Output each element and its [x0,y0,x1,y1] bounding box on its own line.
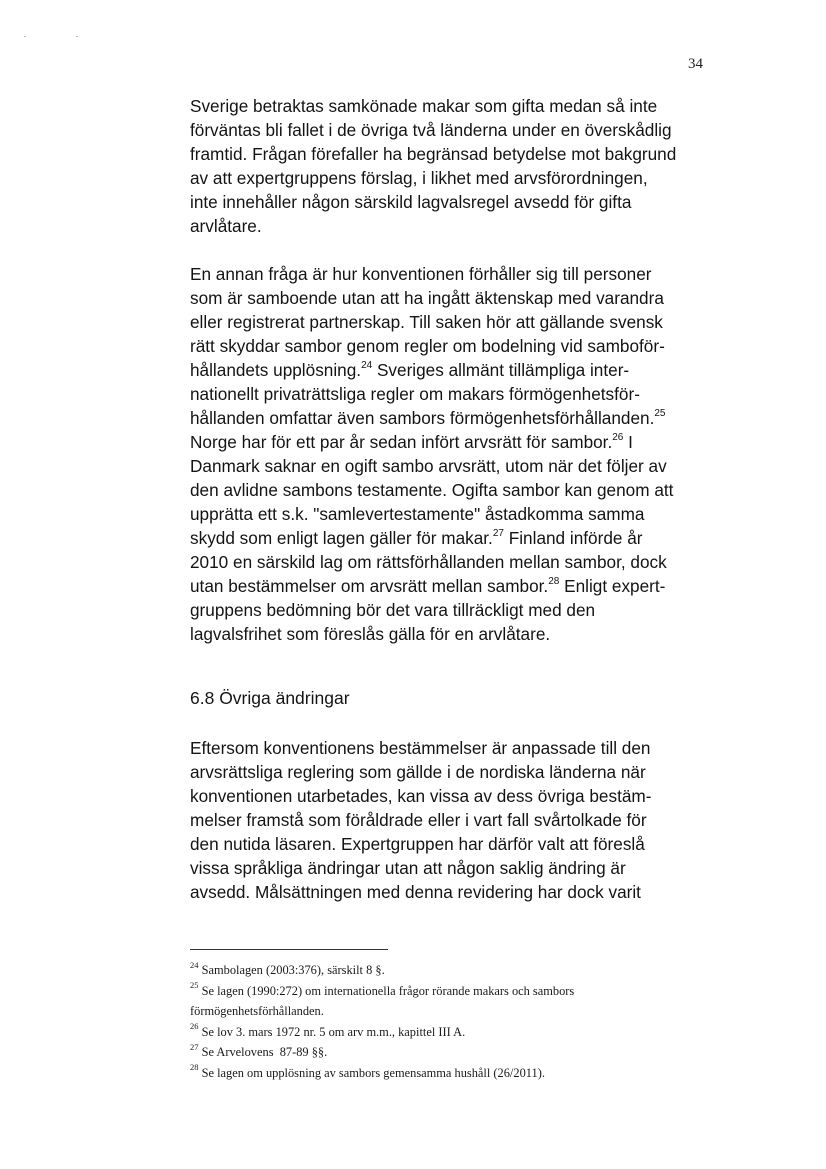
page-number: 34 [688,56,703,72]
text-line: framtid. Frågan förefaller ha begränsad betydelse mot bakgrund [190,144,677,164]
footnote-text: Se lagen (1990:272) om internationella frågor rörande makars och sambors [198,983,575,998]
text-line: nationellt privaträttsliga regler om makars förmögenhetsför- [190,384,640,404]
text-line: 2010 en särskild lag om rättsförhållanden mellan sambor, dock [190,552,667,572]
text-line: arvsrättsliga reglering som gällde i de nordiska länderna när [190,762,646,782]
text-line: avsedd. Målsättningen med denna revidering har dock varit [190,882,641,902]
text-line: förväntas bli fallet i de övriga två länderna under en överskådlig [190,120,672,140]
text-line: vissa språkliga ändringar utan att någon saklig ändring är [190,858,626,878]
scan-speck [24,36,26,37]
text-line: inte innehåller någon särskild lagvalsregel avsedd för gifta [190,192,632,212]
text-line: den avlidne sambons testamente. Ogifta sambor kan genom att [190,480,674,500]
text-line: den nutida läsaren. Expertgruppen har därför valt att föreslå [190,834,645,854]
text-line: eller registrerat partnerskap. Till saken hör att gällande svensk [190,312,663,332]
text-line [190,406,718,430]
text-line: melser framstå som föråldrade eller i vart fall svårtolkade för [190,810,647,830]
text-line: konventionen utarbetades, kan vissa av dess övriga bestäm- [190,786,652,806]
footnote-number: 27 [190,1041,199,1052]
footnote-ref-27[interactable]: 27 [492,528,504,540]
text-segment: hållandets upplösning. [190,360,362,380]
footnote-number: 28 [190,1062,199,1073]
footnote-25-continued [190,1001,710,1022]
text-segment: Norge har för ett par år sedan infört arvsrätt för sambor. [190,432,613,452]
text-line: arvlåtare. [190,216,262,236]
footnote-ref-28[interactable]: 28 [548,576,560,588]
text-line: Eftersom konventionens bestämmelser är anpassade till den [190,738,651,758]
section-heading: 6.8 Övriga ändringar [190,688,350,708]
footnote-25 [190,981,710,1002]
text-segment: I [623,432,633,452]
text-line: Sverige betraktas samkönade makar som gifta medan så inte [190,96,658,116]
footnote-text: Se lov 3. mars 1972 nr. 5 om arv m.m., kapittel III A. [198,1024,466,1039]
text-segment: Sveriges allmänt tillämpliga inter- [372,360,630,380]
text-segment: skydd som enligt lagen gäller för makar. [190,528,493,548]
text-line: rätt skyddar sambor genom regler om bodelning vid samboför- [190,336,665,356]
footnote-24 [190,960,710,981]
text-line [190,430,718,454]
text-segment: Finland införde år [503,528,643,548]
footnote-27 [190,1042,710,1063]
paragraph-3 [190,736,718,904]
text-line: av att expertgruppens förslag, i likhet med arvsförordningen, [190,168,648,188]
text-line: som är samboende utan att ha ingått äktenskap med varandra [190,288,664,308]
paragraph-2 [190,262,718,646]
footnote-ref-26[interactable]: 26 [612,432,624,444]
text-line: gruppens bedömning bör det vara tillräckligt med den [190,600,596,620]
text-line [190,526,718,550]
text-line: Danmark saknar en ogift sambo arvsrätt, utom när det följer av [190,456,667,476]
footnotes [190,960,710,1083]
text-segment: hållanden omfattar även sambors förmögenhetsförhållanden. [190,408,655,428]
footnote-text: förmögenhetsförhållanden. [190,1004,324,1018]
footnote-26 [190,1022,710,1043]
paragraph-1 [190,94,718,238]
text-line [190,574,718,598]
text-segment: utan bestämmelser om arvsrätt mellan sambor. [190,576,549,596]
footnote-number: 25 [190,980,199,991]
footnote-ref-25[interactable]: 25 [654,408,666,420]
text-segment: Enligt expert- [559,576,666,596]
footnote-separator [190,949,388,950]
footnote-text: Se Arvelovens 87-89 §§. [198,1045,328,1059]
scan-speck [76,36,78,37]
text-line: upprätta ett s.k. "samlevertestamente" åstadkomma samma [190,504,645,524]
footnote-28 [190,1063,710,1084]
footnote-number: 24 [190,959,199,970]
footnote-number: 26 [190,1021,199,1032]
footnote-text: Sambolagen (2003:376), särskilt 8 §. [198,963,385,977]
text-line [190,358,718,382]
text-line: En annan fråga är hur konventionen förhåller sig till personer [190,264,652,284]
text-line: lagvalsfrihet som föreslås gälla för en arvlåtare. [190,624,551,644]
footnote-ref-24[interactable]: 24 [361,360,373,372]
footnote-text: Se lagen om upplösning av sambors gemensamma hushåll (26/2011). [198,1065,545,1080]
